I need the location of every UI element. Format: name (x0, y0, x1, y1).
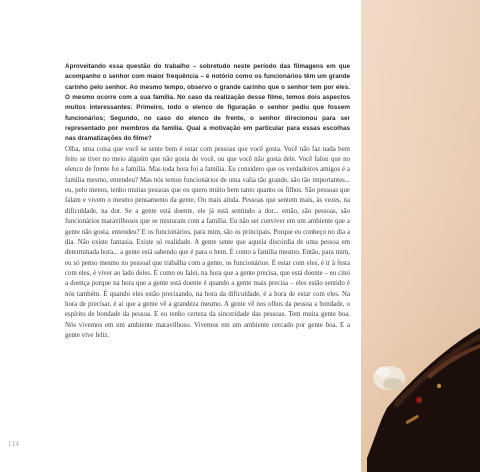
photograph-panel (361, 0, 480, 472)
ornament-gold (437, 384, 441, 388)
interview-text (65, 62, 350, 341)
dark-object-photo (367, 288, 480, 472)
ornament-red (416, 397, 422, 403)
fluffy-white-object-top (376, 367, 390, 377)
interview-question: Aproveitando essa questão do trabalho – sobretudo neste período das filmagens em que acompanho o senhor com maior frequência – é notório como os funcionários têm um grande carinho pelo senhor. Ao mesmo tempo, observo o grande carinho que o senhor tem por eles. O mesmo ocorre com a sua família. No caso da realização desse filme, temos dois aspectos muitos interessantes: Primeiro, todo o elenco de figuração o senhor pediu que fossem funcionários; Segundo, no caso do elenco de frente, o senhor direcionou para ser representado por membros da família. Qual a motivação em particular para essas escolhas nas dramatizações do filme? (65, 63, 350, 143)
fluffy-white-object-shadow (383, 378, 403, 390)
interview-answer: Olha, uma coisa que você se sente bem é estar com pessoas que você gosta. Você não faz nada bem feito se tiver no meio alguém que não gosta de você, ou que você não gosta dele. Você falou que no elenco de frente foi a família. Mas toda hora foi a família. Eu considero que os verdadeiros amigos é a família mesmo, entendeu? Mas nós temos funcionários de uma valia tão grande, são tão importantes... eu, pelo menos, tenho muitas pessoas que eu quero muito bem tanto quanto os filhos. São pessoas que falam e vivem o mesmo pensamento da gente. Ou mais ainda. Pessoas que sentem mais, às vezes, na dificuldade, na dor. Se a gente está doente, ele já está sentindo a dor... então, são pessoas, são funcionários maravilhosos que se misturam com a família. Eu não sei conviver em um ambiente que a gente não gosta, entendeu? E os funcionários, para mim, são os principais. Porque eu conheço no dia a dia. Não existe fantasia. Existe só realidade. A gente sente que aquela discórdia de uma pessoa em determinada hora... a gente está sabendo que é para o bem. É como a família mesmo. Então, para mim, eu só penso mesmo no pessoal que trabalha com a gente, os funcionários. É estar com eles, é ir à festa com eles, é viver ao lado deles. É como eu falei, na hora que a gente precisa, que está doente – eu citei a doença porque na hora que a gente está doente é quando a gente mais precisa – eles estão sentido é nós também. É quando eles estão precisando, na hora da dificuldade, é a hora de estar com eles. Na hora de precisar, é aí que a gente vê a grandeza mesmo. A gente vê nos olhos da pessoa a bondade, o espírito de bondade da pessoa. E eu tenho certeza da sinceridade das pessoas. Tem muita gente boa. Nós vivemos em um ambiente maravilhoso. Vivemos em um ambiente cercado por gente boa. E a gente vive feliz. (65, 145, 350, 339)
page-number: 114 (8, 440, 20, 448)
